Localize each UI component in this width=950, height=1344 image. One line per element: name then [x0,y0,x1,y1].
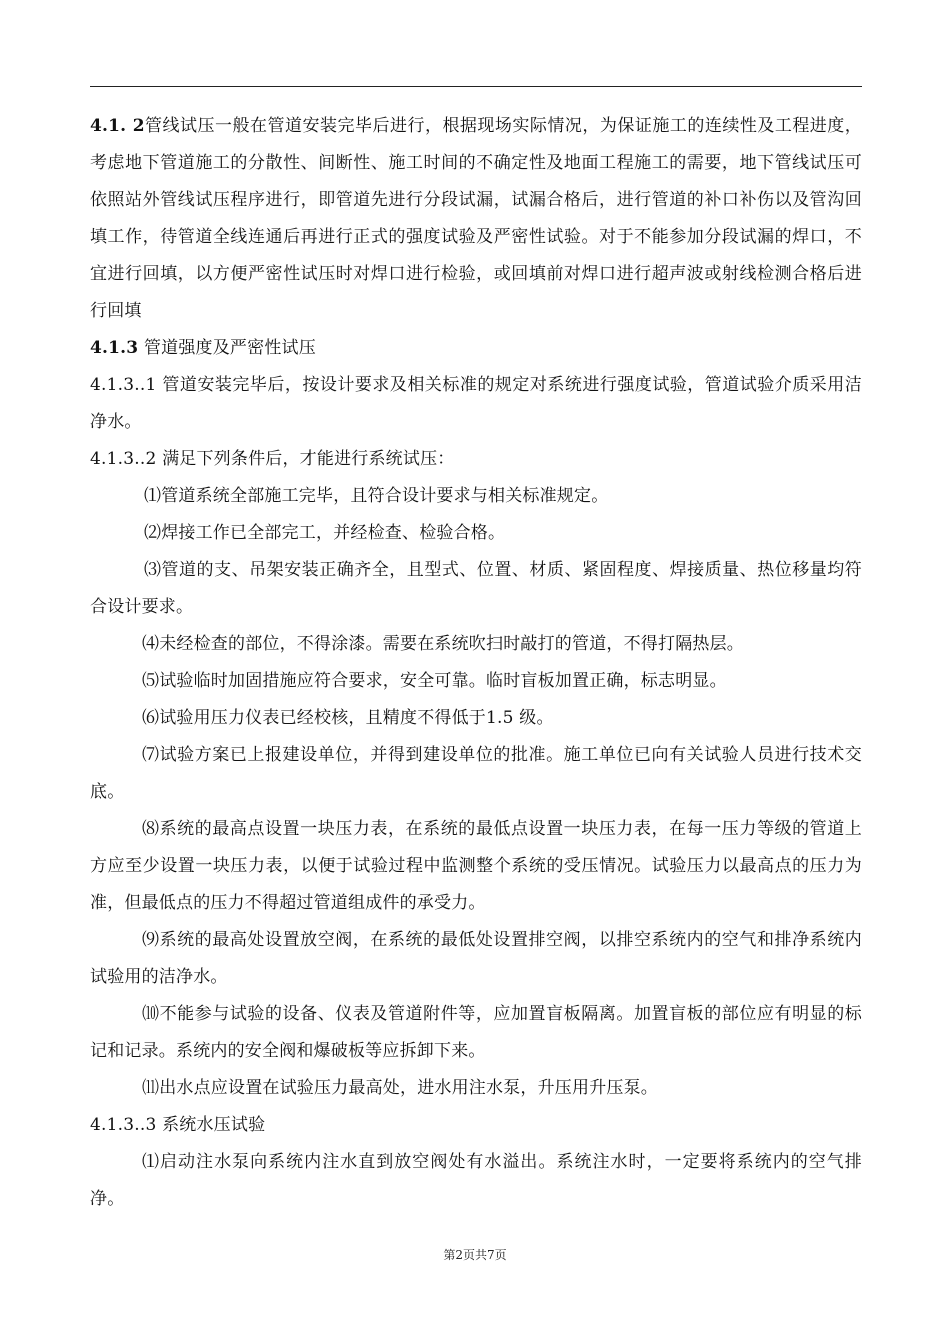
paragraph-text: 管线试压一般在管道安装完毕后进行，根据现场实际情况，为保证施工的连续性及工程进度，考虑地下管道施工的分散性、间断性、施工时间的不确定性及地面工程施工的需要，地下管线试压可依照站外管线试压程序进行，即管道先进行分段试漏，试漏合格后，进行管道的补口补伤以及管沟回填工作，待管道全线连通后再进行正式的强度试验及严密性试验。对于不能参加分段试漏的焊口，不宜进行回填，以方便严密性试压时对焊口进行检验，或回填前对焊口进行超声波或射线检测合格后进行回填 [90,116,862,321]
list-item: ⑹试验用压力仪表已经校核，且精度不得低于1.5 级。 [142,708,554,728]
header-rule [90,86,862,87]
list-item: ⑻系统的最高点设置一块压力表，在系统的最低点设置一块压力表，在每一压力等级的管道上方应至少设置一块压力表，以便于试验过程中监测整个系统的受压情况。试验压力以最高点的压力为准，但最低点的压力不得超过管道组成件的承受力。 [90,819,862,913]
section-number: 4.1. 2 [90,116,145,136]
list-item: ⑶管道的支、吊架安装正确齐全，且型式、位置、材质、紧固程度、焊接质量、热位移量均符合设计要求。 [90,560,862,617]
list-item: ⑽不能参与试验的设备、仪表及管道附件等，应加置盲板隔离。加置盲板的部位应有明显的标记和记录。系统内的安全阀和爆破板等应拆卸下来。 [90,1004,862,1061]
list-item: ⑾出水点应设置在试验压力最高处，进水用注水泵，升压用升压泵。 [142,1078,658,1098]
page-number: 第2页共7页 [443,1248,507,1262]
list-item: ⑸试验临时加固措施应符合要求，安全可靠。临时盲板加置正确，标志明显。 [142,671,727,691]
list-item: ⑴启动注水泵向系统内注水直到放空阀处有水溢出。系统注水时，一定要将系统内的空气排净。 [90,1152,862,1209]
list-item: ⑺试验方案已上报建设单位，并得到建设单位的批准。施工单位已向有关试验人员进行技术交底。 [90,745,862,802]
paragraph-4-1-3-2: 4.1.3..2 满足下列条件后，才能进行系统试压： [90,449,455,469]
document-body [90,108,862,1218]
list-item: ⑼系统的最高处设置放空阀，在系统的最低处设置排空阀，以排空系统内的空气和排净系统内试验用的洁净水。 [90,930,862,987]
list-item: ⑴管道系统全部施工完毕，且符合设计要求与相关标准规定。 [144,486,609,506]
heading-text: 管道强度及严密性试压 [143,338,316,358]
paragraph-4-1-2 [90,108,862,330]
section-number: 4.1.3 [90,338,139,358]
paragraph-4-1-3-1: 4.1.3..1 管道安装完毕后，按设计要求及相关标准的规定对系统进行强度试验，管道试验介质采用洁净水。 [90,375,862,432]
list-item: ⑵焊接工作已全部完工，并经检查、检验合格。 [144,523,506,543]
paragraph-4-1-3-3: 4.1.3..3 系统水压试验 [90,1115,266,1135]
list-item: ⑷未经检查的部位，不得涂漆。需要在系统吹扫时敲打的管道，不得打隔热层。 [142,634,744,654]
heading-4-1-3 [90,330,862,367]
